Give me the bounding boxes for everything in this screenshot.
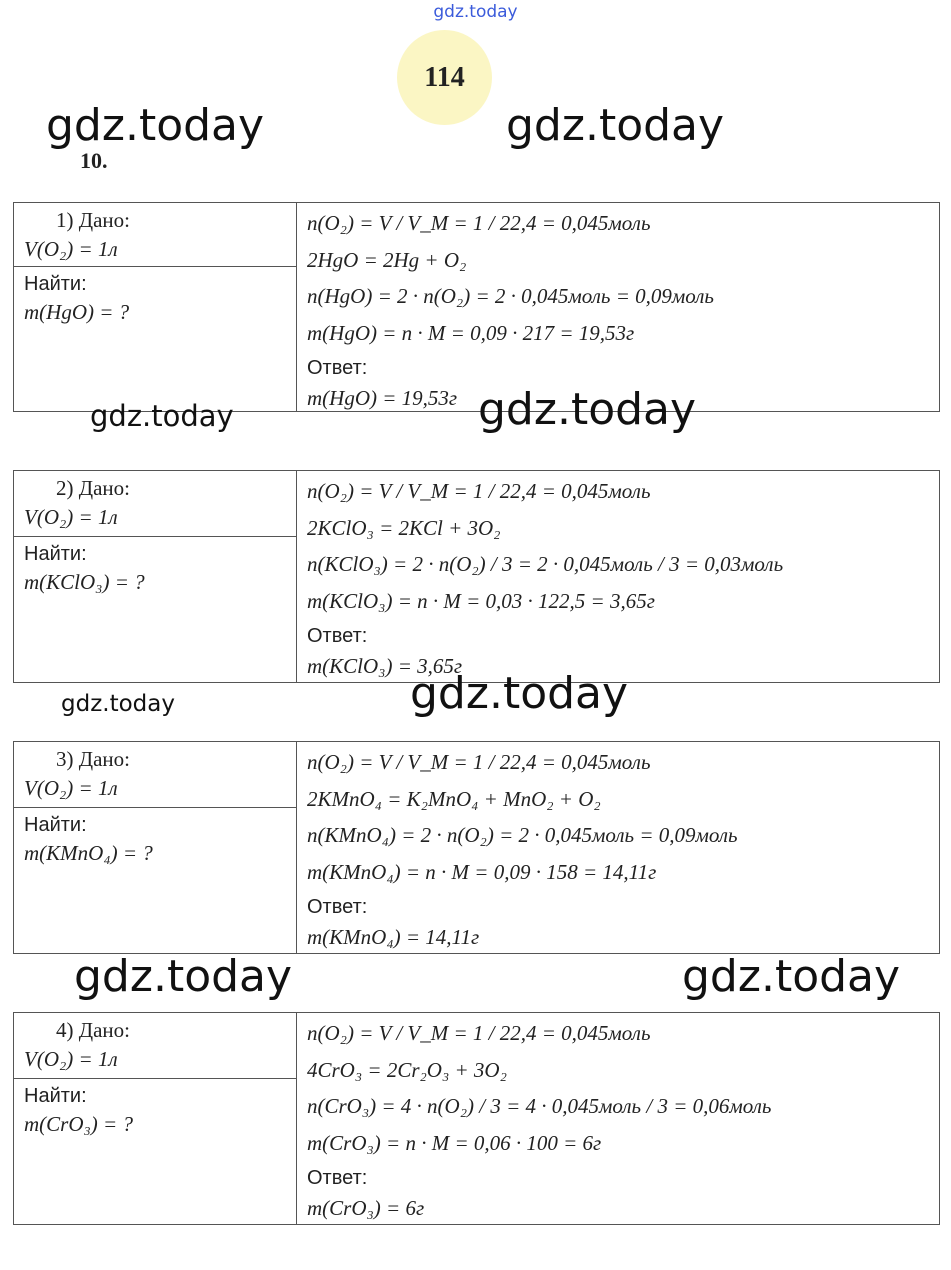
solution-step: m(KMnO₄) = n · M = 0,09 · 158 = 14,11г: [307, 859, 657, 884]
given-value: V(O₂) = 1л: [24, 505, 118, 529]
given-value: V(O₂) = 1л: [24, 237, 118, 261]
answer-value: m(CrO₃) = 6г: [307, 1196, 425, 1220]
find-label: Найти:: [24, 814, 87, 836]
problem-number: 4): [56, 1018, 74, 1042]
find-value: m(KClO₃) = ?: [24, 570, 145, 594]
problem-number: 1): [56, 208, 74, 232]
solution-step: m(CrO₃) = n · M = 0,06 · 100 = 6г: [307, 1130, 602, 1155]
watermark: gdz.today: [61, 691, 175, 717]
page-number-badge: [397, 30, 492, 125]
find-label: Найти:: [24, 273, 87, 295]
find-section: [14, 808, 296, 953]
page-number: 114: [424, 61, 465, 93]
solution-column: [297, 203, 939, 411]
answer-label: Ответ:: [307, 625, 368, 647]
watermark: gdz.today: [506, 100, 725, 151]
watermark: gdz.today: [46, 100, 265, 151]
given-section: [14, 471, 296, 537]
watermark: gdz.today: [682, 951, 901, 1002]
answer-value: m(HgO) = 19,53г: [307, 386, 458, 410]
answer-value: m(KClO₃) = 3,65г: [307, 654, 463, 678]
given-section: [14, 203, 296, 267]
find-label: Найти:: [24, 543, 87, 565]
answer-label: Ответ:: [307, 1167, 368, 1189]
watermark: gdz.today: [74, 951, 293, 1002]
answer-label: Ответ:: [307, 357, 368, 379]
solution-step: n(O₂) = V / V_M = 1 / 22,4 = 0,045моль: [307, 1021, 651, 1045]
answer-label: Ответ:: [307, 896, 368, 918]
solution-step: n(O₂) = V / V_M = 1 / 22,4 = 0,045моль: [307, 479, 651, 503]
problem-2: [13, 470, 940, 683]
problem-3: [13, 741, 940, 954]
solution-step: n(CrO₃) = 4 · n(O₂) / 3 = 4 · 0,045моль / 3 = 0,06моль: [307, 1094, 772, 1118]
answer-value: m(KMnO₄) = 14,11г: [307, 925, 480, 949]
given-section: [14, 742, 296, 808]
solution-step: 2KClO₃ = 2KCl + 3O₂: [307, 515, 501, 540]
given-label: Дано:: [78, 476, 130, 500]
find-section: [14, 267, 296, 411]
watermark: gdz.today: [478, 384, 697, 435]
problem-4: [13, 1012, 940, 1225]
solution-step: n(O₂) = V / V_M = 1 / 22,4 = 0,045моль: [307, 211, 651, 235]
solution-step: m(KClO₃) = n · M = 0,03 · 122,5 = 3,65г: [307, 588, 655, 613]
solution-step: n(HgO) = 2 · n(O₂) = 2 · 0,045моль = 0,09моль: [307, 284, 714, 308]
problem-number: 2): [56, 476, 74, 500]
task-number: 10.: [80, 148, 108, 173]
solution-step: n(KClO₃) = 2 · n(O₂) / 3 = 2 · 0,045моль / 3 = 0,03моль: [307, 552, 784, 576]
given-value: V(O₂) = 1л: [24, 776, 118, 800]
given-column: [14, 471, 297, 682]
find-section: [14, 1079, 296, 1224]
find-section: [14, 537, 296, 682]
find-value: m(CrO₃) = ?: [24, 1112, 133, 1136]
solution-step: 2HgO = 2Hg + O₂: [307, 247, 467, 272]
given-label: Дано:: [78, 1018, 130, 1042]
solution-step: m(HgO) = n · M = 0,09 · 217 = 19,53г: [307, 320, 635, 345]
problem-number: 3): [56, 747, 74, 771]
given-label: Дано:: [78, 747, 130, 771]
find-label: Найти:: [24, 1085, 87, 1107]
watermark: gdz.today: [90, 399, 234, 433]
site-link[interactable]: gdz.today: [433, 2, 518, 22]
find-value: m(KMnO₄) = ?: [24, 841, 153, 865]
solution-step: n(O₂) = V / V_M = 1 / 22,4 = 0,045моль: [307, 750, 651, 774]
problem-1: [13, 202, 940, 412]
given-value: V(O₂) = 1л: [24, 1047, 118, 1071]
given-column: [14, 203, 297, 411]
solution-step: 4CrO₃ = 2Cr₂O₃ + 3O₂: [307, 1057, 507, 1082]
solution-column: [297, 471, 939, 682]
find-value: m(HgO) = ?: [24, 300, 130, 324]
solution-column: [297, 1013, 939, 1224]
given-column: [14, 1013, 297, 1224]
solution-column: [297, 742, 939, 953]
watermark: gdz.today: [410, 668, 629, 719]
given-column: [14, 742, 297, 953]
given-section: [14, 1013, 296, 1079]
solution-step: n(KMnO₄) = 2 · n(O₂) = 2 · 0,045моль = 0,09моль: [307, 823, 738, 847]
solution-step: 2KMnO₄ = K₂MnO₄ + MnO₂ + O₂: [307, 786, 601, 811]
given-label: Дано:: [78, 208, 130, 232]
